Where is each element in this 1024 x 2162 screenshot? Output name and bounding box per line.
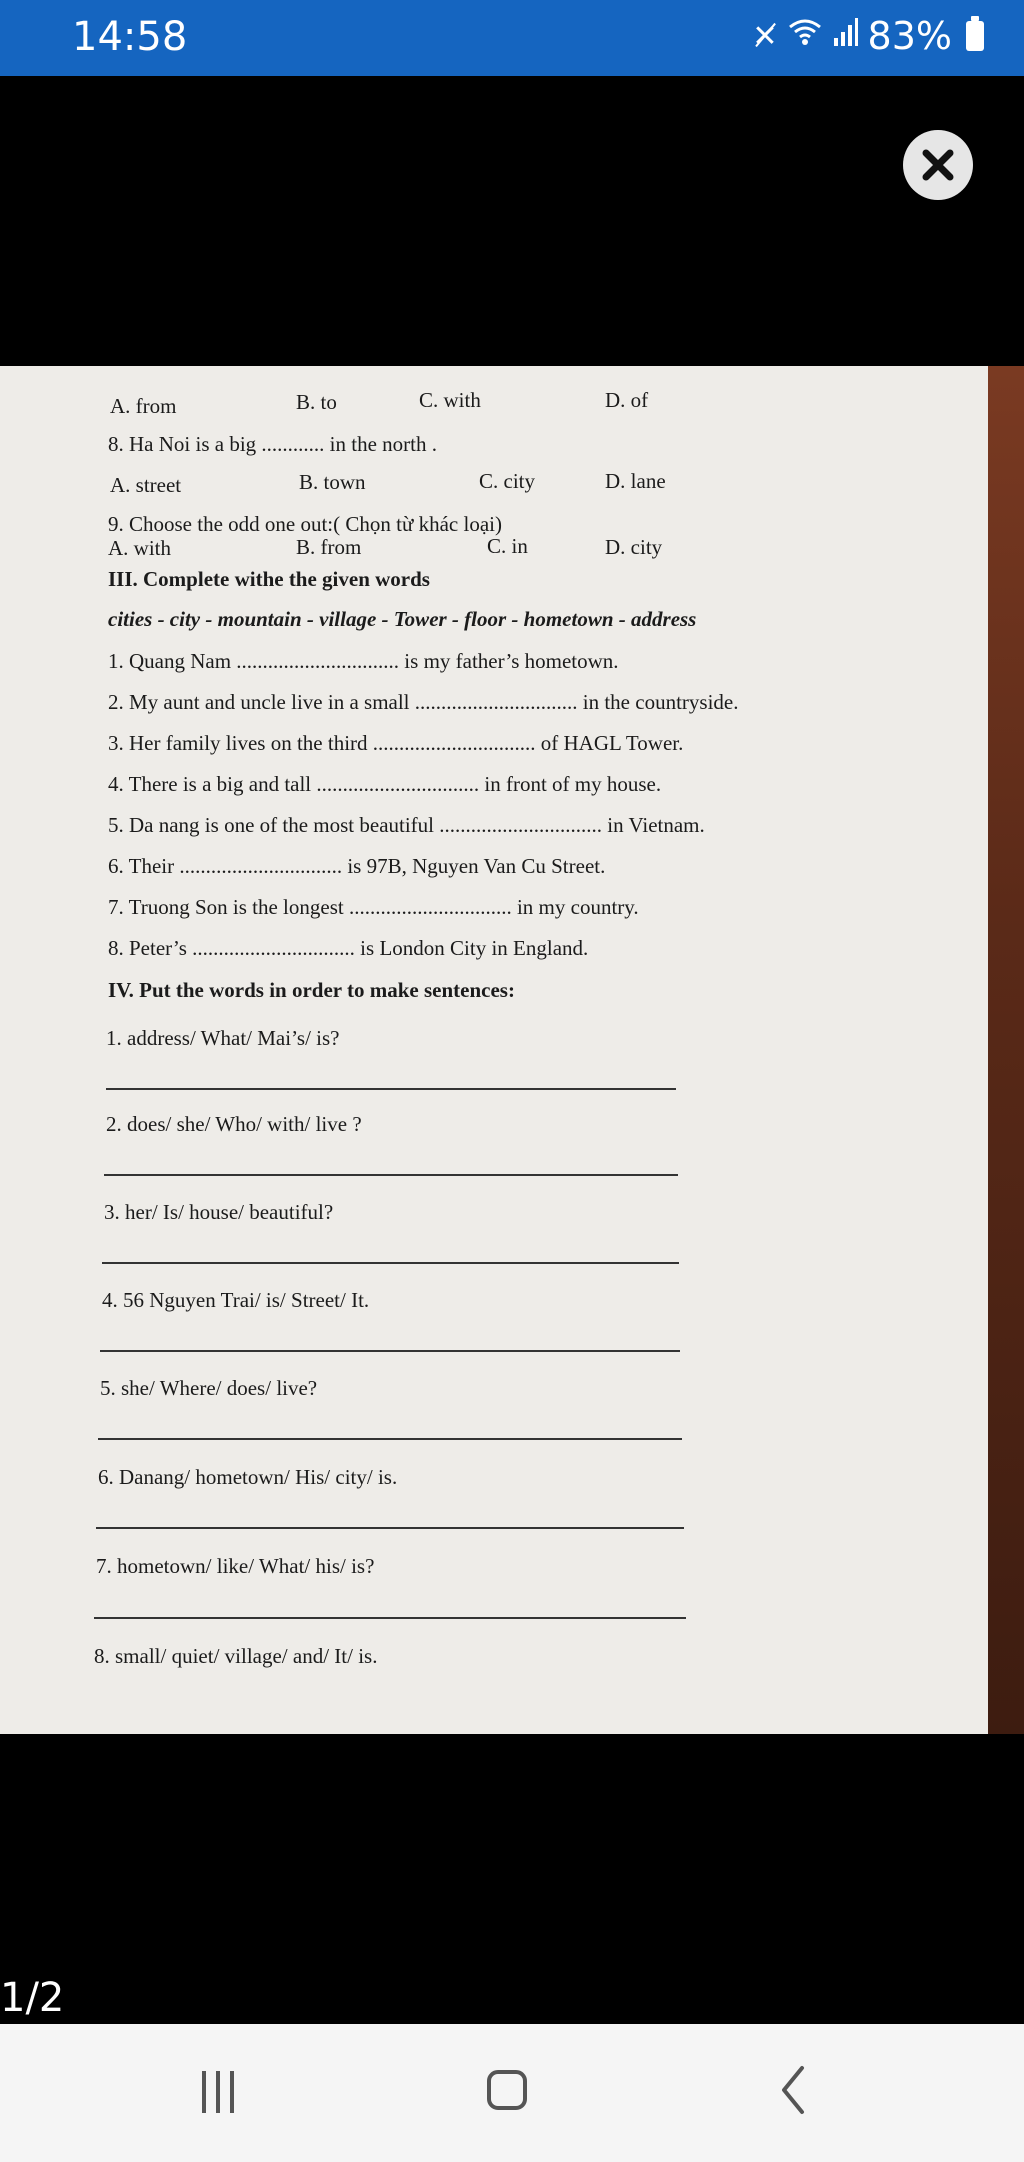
recents-icon-bar [216, 2071, 220, 2113]
section-3-title: III. Complete withe the given words [108, 567, 430, 591]
answer-line [98, 1438, 682, 1440]
sec4-item: 6. Danang/ hometown/ His/ city/ is. [98, 1465, 398, 1489]
close-button[interactable] [903, 130, 973, 200]
q8-option-d: D. lane [605, 469, 666, 493]
battery-percent: 83% [867, 14, 952, 58]
sec4-item: 5. she/ Where/ does/ live? [100, 1376, 318, 1400]
q8-option-b: B. town [299, 470, 366, 494]
q7-option-c: C. with [419, 388, 481, 412]
battery-icon [966, 21, 984, 51]
sec3-item: 8. Peter’s ............................... is London City in England. [108, 936, 589, 960]
status-time: 14:58 [72, 14, 188, 60]
q8-option-a: A. street [110, 473, 182, 497]
sec4-item: 1. address/ What/ Mai’s/ is? [106, 1026, 340, 1050]
sec4-item: 7. hometown/ like/ What/ his/ is? [96, 1554, 375, 1578]
q9-option-a: A. with [108, 536, 171, 560]
q7-option-b: B. to [296, 390, 337, 414]
q7-option-d: D. of [605, 388, 649, 412]
q9-text: 9. Choose the odd one out:( Chọn từ khác loại) [108, 512, 502, 536]
table-edge [988, 366, 1024, 1734]
answer-line [104, 1174, 678, 1176]
sec3-item: 6. Their ............................... is 97B, Nguyen Van Cu Street. [108, 854, 606, 878]
navigation-bar [0, 2024, 1024, 2162]
sec3-item: 4. There is a big and tall ............................... in front of my house. [108, 772, 662, 796]
status-bar [0, 0, 1024, 76]
wifi-icon [788, 17, 822, 55]
recents-icon-bar [230, 2071, 234, 2113]
sec4-item: 4. 56 Nguyen Trai/ is/ Street/ It. [102, 1288, 370, 1312]
sec4-item: 8. small/ quiet/ village/ and/ It/ is. [94, 1644, 378, 1668]
q8-text: 8. Ha Noi is a big ............ in the north . [108, 432, 437, 456]
signal-icon [832, 18, 858, 54]
answer-line [100, 1350, 680, 1352]
answer-line [102, 1262, 679, 1264]
sec3-item: 7. Truong Son is the longest ............................... in my country. [108, 895, 639, 919]
q9-option-b: B. from [296, 535, 362, 559]
back-button[interactable] [778, 2064, 808, 2121]
q7-option-a: A. from [110, 394, 177, 418]
answer-line [96, 1527, 684, 1529]
close-icon [920, 147, 956, 183]
recents-button[interactable] [200, 2071, 240, 2113]
page-indicator: 1/2 [0, 1975, 65, 2021]
status-indicators [752, 14, 984, 58]
section-4-title: IV. Put the words in order to make sentences: [108, 978, 515, 1002]
back-icon [778, 2064, 808, 2116]
recents-icon [202, 2071, 206, 2113]
answer-line [94, 1617, 686, 1619]
q9-option-c: C. in [487, 534, 528, 558]
q8-option-c: C. city [479, 469, 535, 493]
worksheet-photo[interactable] [0, 366, 1024, 1734]
mute-icon: ✕̸ [752, 18, 778, 54]
sec4-item: 2. does/ she/ Who/ with/ live ? [106, 1112, 362, 1136]
home-button[interactable] [487, 2070, 527, 2110]
sec4-item: 3. her/ Is/ house/ beautiful? [104, 1200, 334, 1224]
word-bank: cities - city - mountain - village - Tower - floor - hometown - address [108, 607, 697, 631]
sec3-item: 5. Da nang is one of the most beautiful ............................... in Vietnam. [108, 813, 705, 837]
answer-line [106, 1088, 676, 1090]
sec3-item: 2. My aunt and uncle live in a small ............................... in the countryside. [108, 690, 739, 714]
q9-option-d: D. city [605, 535, 663, 559]
sec3-item: 3. Her family lives on the third ............................... of HAGL Tower. [108, 731, 684, 755]
sec3-item: 1. Quang Nam ............................... is my father’s hometown. [108, 649, 619, 673]
